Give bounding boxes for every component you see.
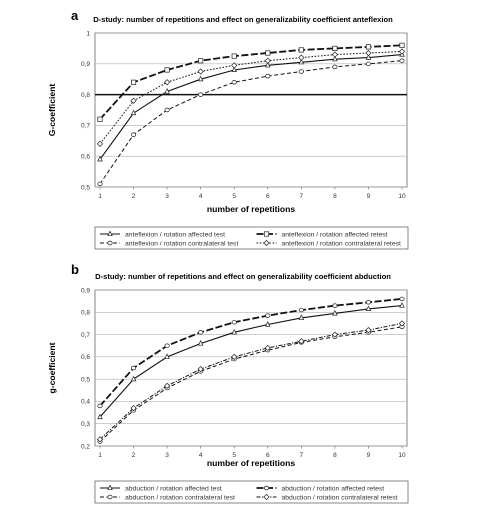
y-tick-label: 0,7 [80,122,90,130]
data-point [232,80,236,84]
data-point [198,69,203,74]
data-point [131,133,135,137]
series-line [100,45,402,119]
x-tick-label: 10 [398,193,406,200]
x-tick-label: 1 [98,452,102,459]
x-tick-label: 8 [333,193,337,200]
panel-label: a [71,8,79,23]
legend-swatch-marker [108,495,112,499]
chart-title: D-study: number of repetitions and effect on generalizability coefficient abduction [95,272,391,281]
data-point [400,59,404,63]
series-line [100,52,402,144]
legend-label: abduction / rotation affected test [125,485,222,493]
y-tick-label: 0,8 [80,309,90,317]
y-tick-label: 0,8 [80,91,90,99]
legend-label: anteflexion / rotation contralateral test [125,240,239,248]
series-1 [98,52,404,161]
data-point [399,49,404,54]
data-point [165,108,169,112]
x-tick-label: 7 [299,193,304,200]
x-tick-label: 4 [198,193,203,200]
plot-area [95,290,407,446]
data-point [266,51,270,55]
y-tick-label: 1 [86,30,90,38]
data-point [299,70,303,74]
data-point [366,62,370,66]
legend [95,481,408,503]
data-point [198,93,202,97]
data-point [98,404,102,408]
data-point [400,303,404,307]
y-tick-label: 0,2 [80,443,90,451]
x-tick-label: 3 [165,452,169,459]
x-tick-label: 9 [366,193,371,200]
data-point [131,366,135,370]
data-point [366,50,371,55]
x-tick-label: 9 [366,452,371,459]
data-point [165,80,170,85]
x-tick-label: 8 [333,452,337,459]
panel-label: b [71,262,79,277]
x-tick-label: 2 [131,193,136,200]
legend-label: anteflexion / rotation contralateral retest [281,240,401,248]
data-point [366,300,370,304]
x-tick-label: 6 [265,452,270,459]
x-tick-label: 4 [198,452,203,459]
y-tick-label: 0,7 [80,331,90,339]
series-line [100,323,402,439]
series-line [100,55,402,160]
data-point [333,65,337,69]
legend-swatch-marker [264,232,268,236]
data-point [266,314,270,318]
y-tick-label: 0,6 [80,354,90,362]
data-point [400,297,404,301]
y-tick-label: 0,3 [80,421,90,429]
data-point [97,141,102,146]
series-2 [98,297,404,408]
data-point [98,117,102,121]
legend-label: abduction / rotation affected retest [281,485,385,493]
x-tick-label: 1 [98,193,102,200]
legend-swatch-marker [108,241,112,245]
legend-label: anteflexion / rotation affected test [125,231,226,239]
legend-label: abduction / rotation contralateral retest [281,494,398,502]
data-point [266,74,270,78]
data-point [333,46,337,50]
x-tick-label: 3 [165,193,169,200]
chart-panel-a [47,8,408,249]
data-point [265,58,270,63]
y-tick-label: 0,5 [80,184,90,192]
y-axis-label: g-coefficient [47,342,57,394]
legend-label: anteflexion / rotation affected retest [281,231,388,239]
chart-panel-b [47,262,408,503]
data-point [165,68,169,72]
series-line [100,299,402,406]
data-point [332,52,337,57]
data-point [299,55,304,60]
y-tick-label: 0,4 [80,398,90,406]
series-line [100,61,402,184]
legend-label: abduction / rotation contralateral test [125,494,235,502]
data-point [299,48,303,52]
data-point [400,43,404,47]
y-tick-label: 0,9 [80,287,90,295]
data-point [366,45,370,49]
data-point [165,344,169,348]
x-axis-label: number of repetitions [206,458,296,468]
legend [95,227,408,249]
x-tick-label: 2 [131,452,136,459]
series-2 [98,43,404,121]
legend-swatch-marker [264,486,268,490]
series-3 [98,325,404,444]
plot-area [95,33,407,187]
y-tick-label: 0,5 [80,376,90,384]
data-point [98,182,102,186]
y-tick-label: 0,9 [80,61,90,69]
x-tick-label: 6 [265,193,270,200]
x-tick-label: 10 [398,452,406,459]
chart-title: D-study: number of repetitions and effect on generalizability coefficient anteflexion [93,15,393,24]
data-point [299,308,303,312]
data-point [198,330,202,334]
data-point [131,80,135,84]
x-tick-label: 5 [232,452,237,459]
y-axis-label: G-coefficient [47,83,57,137]
series-line [100,327,402,442]
data-point [232,320,236,324]
y-tick-label: 0,6 [80,153,90,161]
data-point [198,59,202,63]
x-tick-label: 5 [232,193,237,200]
x-axis-label: number of repetitions [206,204,296,214]
data-point [333,304,337,308]
x-tick-label: 7 [299,452,304,459]
data-point [232,54,236,58]
